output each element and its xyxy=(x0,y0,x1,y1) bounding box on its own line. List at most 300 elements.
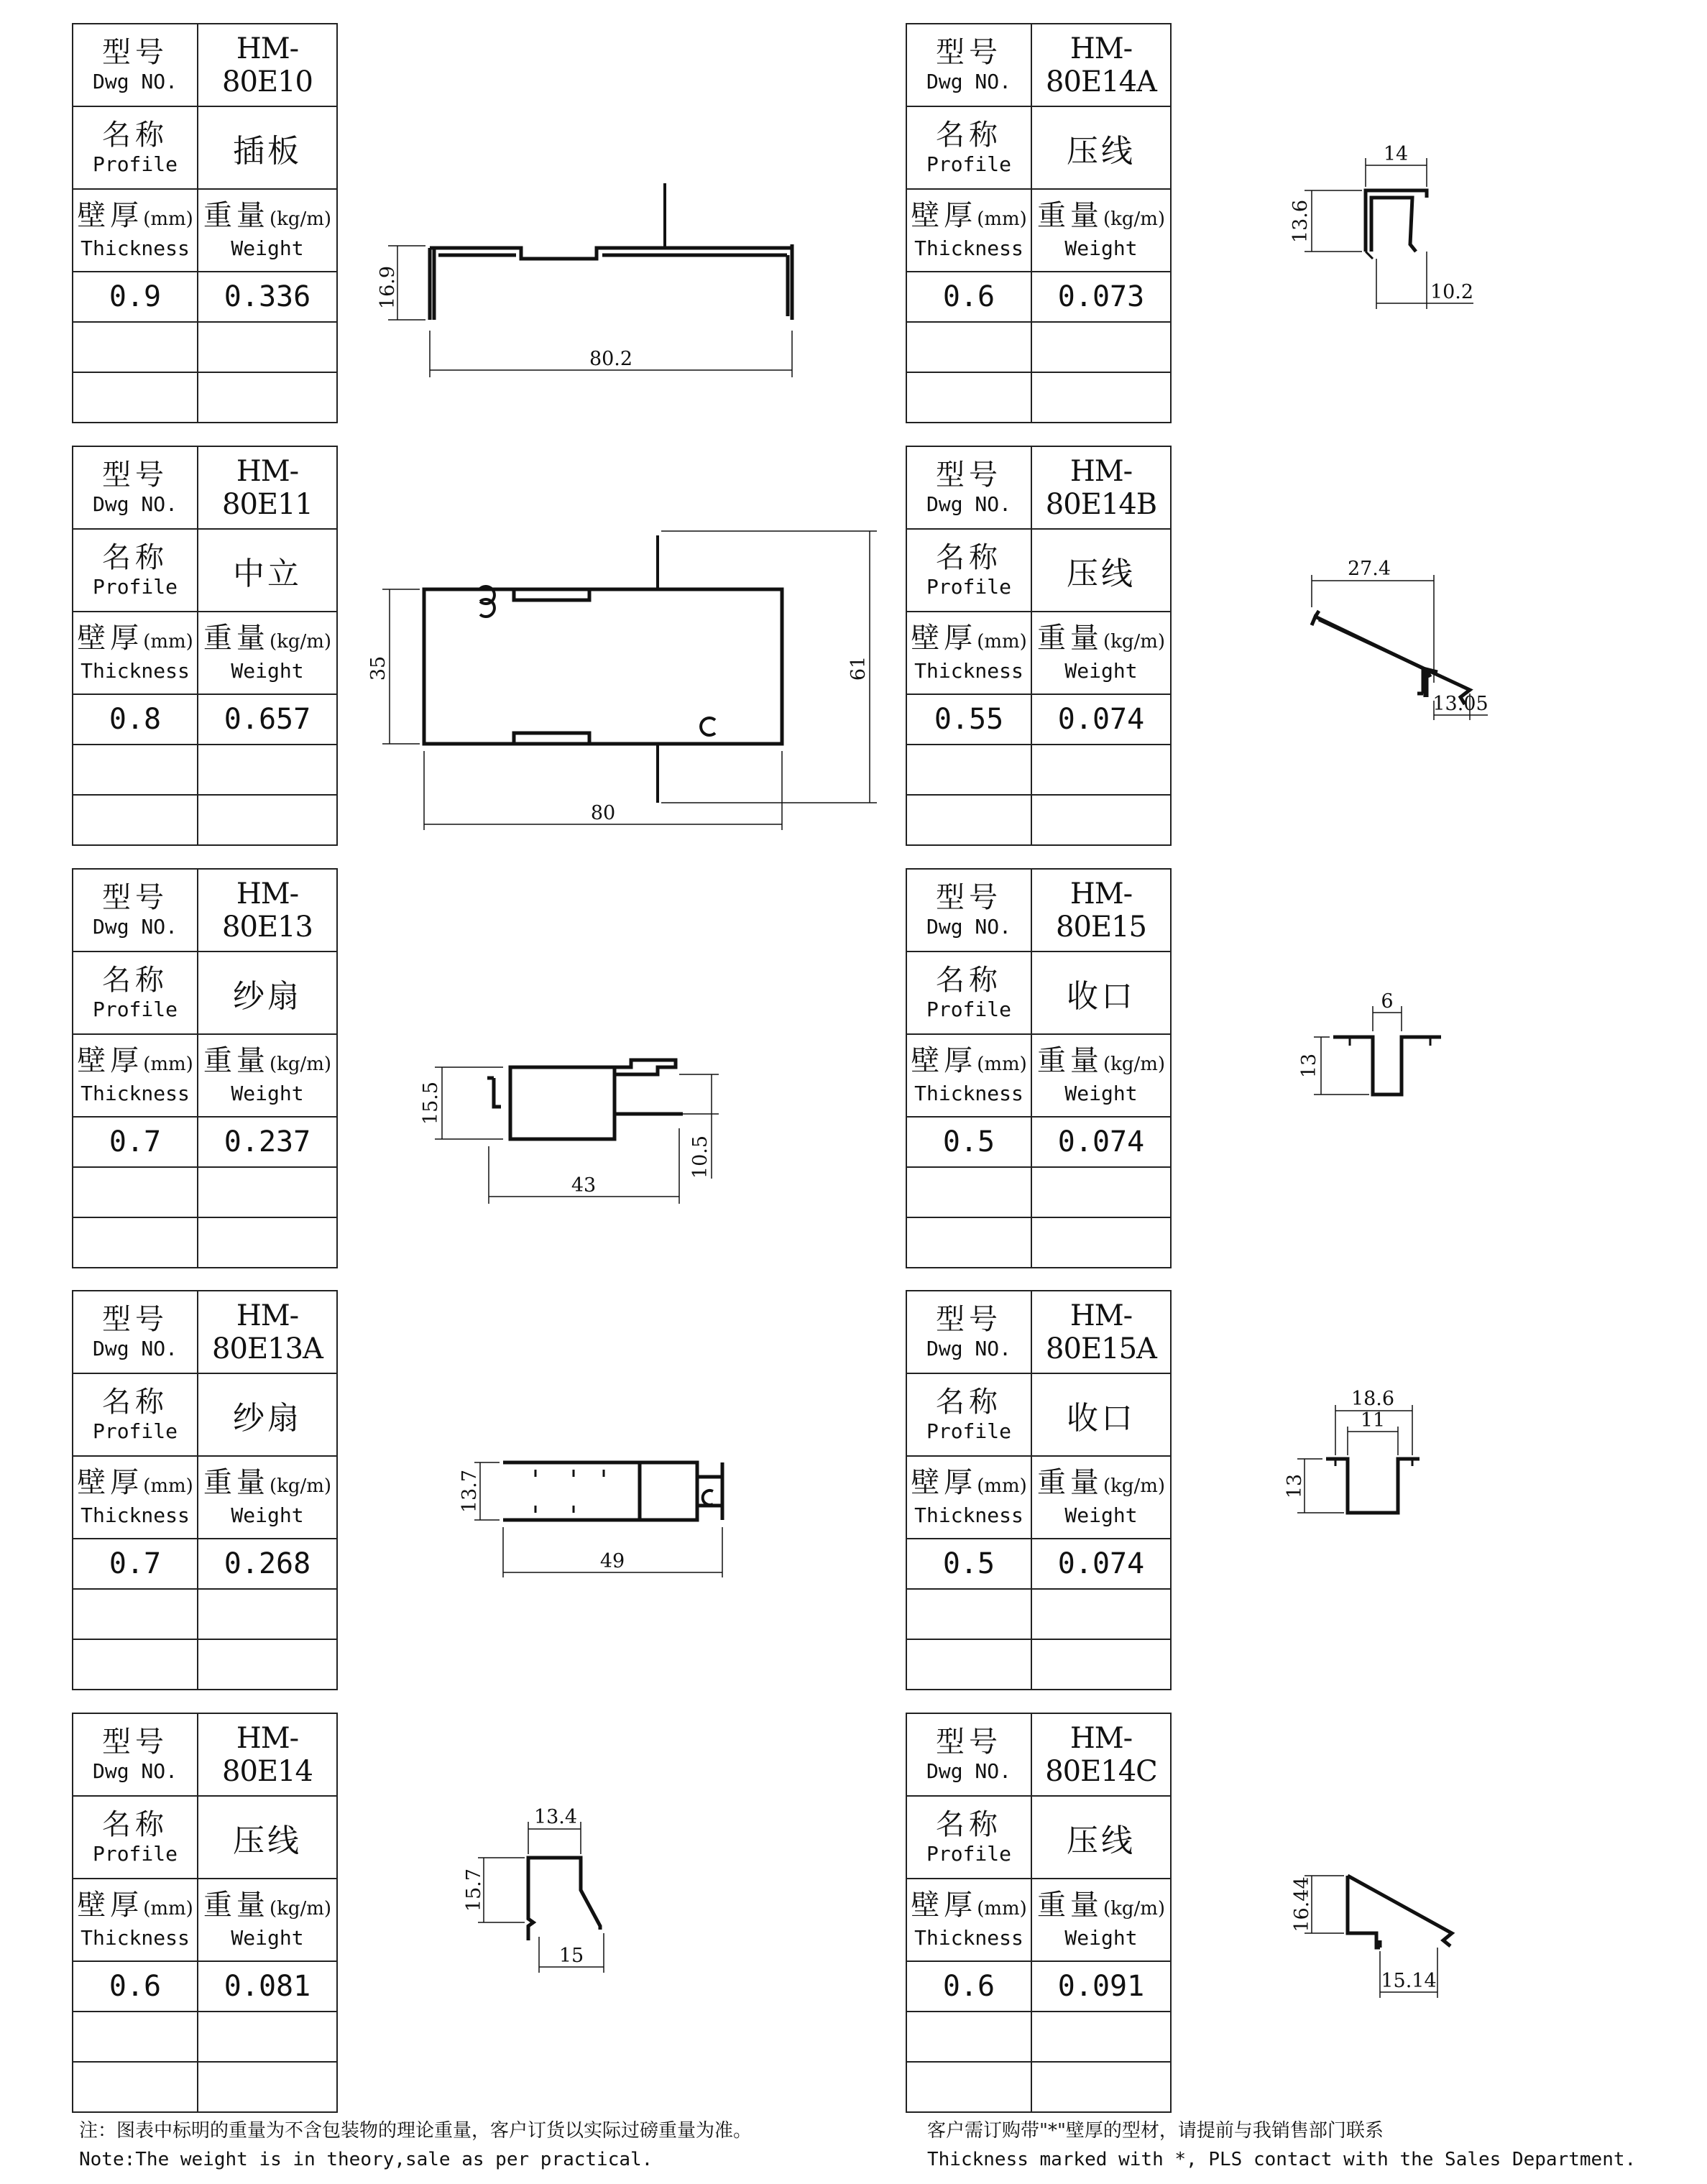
thickness-value-cell xyxy=(906,1961,1031,2012)
weight-unit: (kg/m) xyxy=(269,1898,332,1920)
empty-cell xyxy=(73,372,198,423)
profile-drawing-hm-80e14a xyxy=(1279,144,1509,316)
empty-cell xyxy=(906,1589,1031,1639)
thickness-unit: (mm) xyxy=(977,1475,1027,1497)
weight-value: 0.091 xyxy=(1057,1970,1145,2003)
profile-label-cell xyxy=(906,1796,1031,1879)
thickness-value: 0.5 xyxy=(942,1125,995,1158)
dim-label: 15 xyxy=(558,1945,584,1967)
empty-cell xyxy=(198,795,337,845)
thickness-label-en: Thickness xyxy=(80,1503,190,1527)
weight-label-zh: 重量 xyxy=(203,1889,270,1922)
empty-cell xyxy=(198,2012,337,2062)
weight-label-zh: 重量 xyxy=(1036,1466,1103,1499)
dim-label: 18.6 xyxy=(1351,1388,1395,1410)
model-label-zh: 型号 xyxy=(936,1302,1002,1336)
dim-label: 13.05 xyxy=(1432,693,1489,715)
profile-name: 中立 xyxy=(233,555,302,592)
thickness-value: 0.5 xyxy=(942,1547,995,1580)
profile-code: HM-80E10 xyxy=(222,32,313,98)
thickness-value-cell xyxy=(906,694,1031,745)
dim-label: 16.44 xyxy=(1291,1876,1313,1932)
profile-drawing-hm-80e14c xyxy=(1279,1861,1495,2005)
profile-name: 压线 xyxy=(1067,132,1136,170)
profile-label-cell xyxy=(73,1373,198,1456)
thickness-label-cell xyxy=(906,189,1031,272)
dim-label: 10.2 xyxy=(1430,281,1474,303)
model-label-en: Dwg NO. xyxy=(92,69,178,93)
model-label-zh: 型号 xyxy=(936,35,1002,69)
thickness-label-zh: 壁厚 xyxy=(911,1889,977,1922)
profile-drawing-hm-80e14 xyxy=(460,1800,676,1980)
weight-label-cell xyxy=(1031,189,1171,272)
thickness-label-zh: 壁厚 xyxy=(77,1044,144,1077)
empty-cell xyxy=(1031,1167,1171,1217)
profile-label-zh: 名称 xyxy=(102,118,168,152)
profile-label-cell xyxy=(906,1373,1031,1456)
weight-value-cell xyxy=(198,694,337,745)
empty-cell xyxy=(1031,2012,1171,2062)
thickness-label-cell xyxy=(906,1879,1031,1961)
weight-label-zh: 重量 xyxy=(1036,622,1103,655)
empty-cell xyxy=(73,745,198,795)
model-value-cell xyxy=(1031,446,1171,529)
profile-code: HM-80E14A xyxy=(1046,32,1156,98)
profile-code: HM-80E11 xyxy=(222,454,313,521)
dim-label: 13.4 xyxy=(533,1806,578,1828)
dim-label: 27.4 xyxy=(1347,558,1391,580)
weight-unit: (kg/m) xyxy=(1103,1475,1166,1497)
profile-label-cell xyxy=(906,106,1031,189)
spec-table-hm-80e14c xyxy=(906,1713,1172,2113)
weight-unit: (kg/m) xyxy=(269,631,332,653)
weight-value-cell xyxy=(1031,694,1171,745)
profile-drawing-hm-80e15a xyxy=(1272,1387,1459,1516)
model-label-en: Dwg NO. xyxy=(92,1336,178,1360)
model-label-cell xyxy=(73,1713,198,1796)
note-zh: 注：图表中标明的重量为不含包装物的理论重量，客户订货以实际过磅重量为准。 xyxy=(79,2120,753,2142)
profile-label-zh: 名称 xyxy=(102,540,168,574)
empty-cell xyxy=(1031,1217,1171,1268)
thickness-unit: (mm) xyxy=(977,208,1027,230)
profile-name: 收口 xyxy=(1067,977,1136,1015)
model-label-zh: 型号 xyxy=(102,1725,168,1759)
weight-label-zh: 重量 xyxy=(203,622,270,655)
profile-name-cell xyxy=(1031,529,1171,612)
empty-cell xyxy=(906,1217,1031,1268)
thickness-label-cell xyxy=(73,1034,198,1117)
empty-cell xyxy=(73,795,198,845)
spec-table-hm-80e14b xyxy=(906,446,1172,846)
empty-cell xyxy=(198,745,337,795)
empty-cell xyxy=(73,1589,198,1639)
weight-value-cell xyxy=(198,272,337,322)
weight-unit: (kg/m) xyxy=(269,1054,332,1075)
weight-unit: (kg/m) xyxy=(1103,631,1166,653)
spec-table-hm-80e13a xyxy=(72,1290,338,1690)
empty-cell xyxy=(73,1167,198,1217)
thickness-label-cell xyxy=(73,1456,198,1539)
profile-code: HM-80E13 xyxy=(222,877,313,944)
dim-label: 13 xyxy=(1284,1473,1306,1499)
profile-name-cell xyxy=(1031,1796,1171,1879)
dim-label: 14 xyxy=(1383,143,1409,165)
model-value-cell xyxy=(198,446,337,529)
profile-name: 压线 xyxy=(1067,555,1136,592)
profile-label-en: Profile xyxy=(926,152,1011,176)
weight-value: 0.074 xyxy=(1057,703,1145,736)
thickness-label-cell xyxy=(906,1456,1031,1539)
dim-label: 10.5 xyxy=(689,1135,712,1179)
empty-cell xyxy=(198,372,337,423)
model-label-zh: 型号 xyxy=(936,458,1002,492)
weight-label-en: Weight xyxy=(1064,1926,1138,1950)
thickness-unit: (mm) xyxy=(977,1054,1027,1075)
empty-cell xyxy=(906,372,1031,423)
model-value-cell xyxy=(198,24,337,106)
profile-name-cell xyxy=(1031,1373,1171,1456)
profile-name: 压线 xyxy=(233,1822,302,1859)
profile-name-cell xyxy=(1031,952,1171,1034)
spec-table-hm-80e15a xyxy=(906,1290,1172,1690)
thickness-value-cell xyxy=(906,1539,1031,1589)
weight-label-cell xyxy=(198,1456,337,1539)
thickness-label-cell xyxy=(73,1879,198,1961)
thickness-unit: (mm) xyxy=(977,1898,1027,1920)
dim-label: 80 xyxy=(590,802,616,824)
model-label-cell xyxy=(906,1713,1031,1796)
model-value-cell xyxy=(1031,1291,1171,1373)
model-label-zh: 型号 xyxy=(102,35,168,69)
empty-cell xyxy=(1031,372,1171,423)
model-value-cell xyxy=(1031,24,1171,106)
weight-unit: (kg/m) xyxy=(269,208,332,230)
profile-code: HM-80E14B xyxy=(1045,454,1157,521)
profile-label-en: Profile xyxy=(92,574,178,599)
profile-name-cell xyxy=(1031,106,1171,189)
profile-label-en: Profile xyxy=(92,1419,178,1443)
weight-label-en: Weight xyxy=(1064,1082,1138,1105)
weight-label-cell xyxy=(1031,1034,1171,1117)
profile-drawing-hm-80e10 xyxy=(374,180,819,381)
weight-value: 0.081 xyxy=(224,1970,311,2003)
profile-label-zh: 名称 xyxy=(936,1807,1002,1841)
thickness-value: 0.9 xyxy=(109,280,162,313)
weight-value-cell xyxy=(1031,1117,1171,1167)
model-label-en: Dwg NO. xyxy=(92,1759,178,1783)
empty-cell xyxy=(1031,745,1171,795)
model-label-cell xyxy=(906,446,1031,529)
profile-name-cell xyxy=(198,106,337,189)
thickness-value-cell xyxy=(73,1539,198,1589)
profile-name: 纱扇 xyxy=(233,1399,302,1437)
spec-table-hm-80e11 xyxy=(72,446,338,846)
weight-label-zh: 重量 xyxy=(1036,1889,1103,1922)
thickness-unit: (mm) xyxy=(143,208,193,230)
model-label-cell xyxy=(73,1291,198,1373)
model-label-cell xyxy=(73,24,198,106)
model-label-cell xyxy=(906,24,1031,106)
empty-cell xyxy=(73,2062,198,2112)
thickness-value-cell xyxy=(73,1117,198,1167)
profile-label-zh: 名称 xyxy=(936,963,1002,997)
profile-label-zh: 名称 xyxy=(936,1385,1002,1419)
empty-cell xyxy=(198,1217,337,1268)
model-label-zh: 型号 xyxy=(102,1302,168,1336)
dim-label: 13.6 xyxy=(1289,199,1312,244)
spec-table-hm-80e15 xyxy=(906,868,1172,1268)
profile-label-cell xyxy=(73,529,198,612)
model-value-cell xyxy=(198,869,337,952)
model-label-zh: 型号 xyxy=(102,458,168,492)
weight-value-cell xyxy=(198,1961,337,2012)
profile-label-cell xyxy=(906,529,1031,612)
weight-label-cell xyxy=(198,189,337,272)
weight-label-en: Weight xyxy=(1064,236,1138,260)
weight-label-zh: 重量 xyxy=(203,1466,270,1499)
profile-label-en: Profile xyxy=(92,997,178,1021)
profile-label-en: Profile xyxy=(926,997,1011,1021)
dim-label: 13.7 xyxy=(459,1469,481,1513)
thickness-label-cell xyxy=(73,189,198,272)
weight-label-en: Weight xyxy=(231,1503,304,1527)
thickness-value: 0.55 xyxy=(934,703,1004,736)
weight-value-cell xyxy=(198,1117,337,1167)
weight-label-cell xyxy=(198,1879,337,1961)
thickness-label-cell xyxy=(906,1034,1031,1117)
thickness-value-cell xyxy=(906,1117,1031,1167)
model-value-cell xyxy=(1031,1713,1171,1796)
weight-label-en: Weight xyxy=(1064,659,1138,683)
profile-label-zh: 名称 xyxy=(102,1807,168,1841)
thickness-unit: (mm) xyxy=(977,631,1027,653)
weight-unit: (kg/m) xyxy=(269,1475,332,1497)
empty-cell xyxy=(198,322,337,372)
dim-label: 61 xyxy=(847,655,870,681)
profile-label-en: Profile xyxy=(926,1841,1011,1866)
empty-cell xyxy=(906,1639,1031,1690)
spec-table-hm-80e10 xyxy=(72,23,338,423)
weight-value: 0.074 xyxy=(1057,1547,1145,1580)
thickness-label-en: Thickness xyxy=(914,236,1023,260)
weight-label-cell xyxy=(198,612,337,694)
thickness-value: 0.8 xyxy=(109,703,162,736)
profile-label-cell xyxy=(73,1796,198,1879)
profile-label-zh: 名称 xyxy=(102,1385,168,1419)
profile-label-zh: 名称 xyxy=(102,963,168,997)
thickness-label-zh: 壁厚 xyxy=(911,1466,977,1499)
thickness-label-cell xyxy=(73,612,198,694)
profile-label-en: Profile xyxy=(926,1419,1011,1443)
weight-label-cell xyxy=(1031,1456,1171,1539)
thickness-label-en: Thickness xyxy=(80,1082,190,1105)
profile-label-en: Profile xyxy=(926,574,1011,599)
model-label-zh: 型号 xyxy=(936,880,1002,914)
weight-label-cell xyxy=(198,1034,337,1117)
empty-cell xyxy=(906,795,1031,845)
profile-code: HM-80E15A xyxy=(1046,1299,1156,1365)
thickness-value-cell xyxy=(73,272,198,322)
weight-value: 0.074 xyxy=(1057,1125,1145,1158)
dim-label: 15.5 xyxy=(420,1081,442,1125)
thickness-label-en: Thickness xyxy=(914,1926,1023,1950)
empty-cell xyxy=(1031,322,1171,372)
empty-cell xyxy=(1031,2062,1171,2112)
thickness-label-en: Thickness xyxy=(914,1503,1023,1527)
profile-label-cell xyxy=(906,952,1031,1034)
thickness-label-zh: 壁厚 xyxy=(77,622,144,655)
thickness-unit: (mm) xyxy=(143,1898,193,1920)
thickness-label-zh: 壁厚 xyxy=(77,1466,144,1499)
profile-code: HM-80E14C xyxy=(1045,1721,1157,1788)
empty-cell xyxy=(1031,1639,1171,1690)
thickness-value: 0.6 xyxy=(942,1970,995,2003)
model-value-cell xyxy=(1031,869,1171,952)
weight-label-cell xyxy=(1031,1879,1171,1961)
empty-cell xyxy=(198,2062,337,2112)
profile-code: HM-80E13A xyxy=(212,1299,323,1365)
thickness-label-en: Thickness xyxy=(80,659,190,683)
model-label-en: Dwg NO. xyxy=(926,1759,1011,1783)
empty-cell xyxy=(906,2062,1031,2112)
model-label-en: Dwg NO. xyxy=(92,492,178,516)
profile-drawing-hm-80e14b xyxy=(1294,553,1531,726)
thickness-label-zh: 壁厚 xyxy=(77,1889,144,1922)
profile-drawing-hm-80e13 xyxy=(410,1056,747,1215)
empty-cell xyxy=(1031,795,1171,845)
dim-label: 16.9 xyxy=(377,265,399,310)
profile-name: 插板 xyxy=(233,132,302,170)
profile-name: 压线 xyxy=(1067,1822,1136,1859)
weight-label-zh: 重量 xyxy=(1036,199,1103,232)
profile-code: HM-80E14 xyxy=(222,1721,313,1788)
profile-name: 纱扇 xyxy=(233,977,302,1015)
note-en: Note:The weight is in theory,sale as per practical. xyxy=(79,2149,653,2170)
profile-label-en: Profile xyxy=(92,152,178,176)
weight-label-en: Weight xyxy=(231,1082,304,1105)
profile-drawing-hm-80e11 xyxy=(367,528,891,844)
weight-value: 0.073 xyxy=(1057,280,1145,313)
profile-label-cell xyxy=(73,952,198,1034)
model-label-cell xyxy=(906,1291,1031,1373)
profile-label-en: Profile xyxy=(92,1841,178,1866)
weight-label-zh: 重量 xyxy=(203,199,270,232)
dim-label: 35 xyxy=(367,655,390,681)
dim-label: 15.14 xyxy=(1381,1970,1437,1992)
profile-label-cell xyxy=(73,106,198,189)
thickness-label-en: Thickness xyxy=(80,236,190,260)
weight-value-cell xyxy=(198,1539,337,1589)
weight-label-en: Weight xyxy=(231,659,304,683)
weight-label-cell xyxy=(1031,612,1171,694)
weight-label-zh: 重量 xyxy=(1036,1044,1103,1077)
thickness-value-cell xyxy=(73,694,198,745)
dim-label: 43 xyxy=(571,1174,597,1197)
thickness-label-zh: 壁厚 xyxy=(77,199,144,232)
spec-table-hm-80e13 xyxy=(72,868,338,1268)
empty-cell xyxy=(906,322,1031,372)
weight-unit: (kg/m) xyxy=(1103,1054,1166,1075)
thickness-label-zh: 壁厚 xyxy=(911,1044,977,1077)
dim-label: 80.2 xyxy=(589,348,633,370)
model-value-cell xyxy=(198,1713,337,1796)
profile-name-cell xyxy=(198,1796,337,1879)
thickness-unit: (mm) xyxy=(143,1054,193,1075)
spec-table-hm-80e14a xyxy=(906,23,1172,423)
empty-cell xyxy=(198,1589,337,1639)
profile-drawing-hm-80e13a xyxy=(446,1452,747,1588)
thickness-value: 0.7 xyxy=(109,1125,162,1158)
weight-value: 0.336 xyxy=(224,280,311,313)
empty-cell xyxy=(906,1167,1031,1217)
profile-drawing-hm-80e15 xyxy=(1287,990,1473,1103)
model-label-en: Dwg NO. xyxy=(926,1336,1011,1360)
empty-cell xyxy=(198,1167,337,1217)
model-label-cell xyxy=(73,446,198,529)
footer-note-left xyxy=(79,2116,752,2174)
weight-unit: (kg/m) xyxy=(1103,208,1166,230)
thickness-label-en: Thickness xyxy=(914,659,1023,683)
spec-table-hm-80e14 xyxy=(72,1713,338,2113)
dim-label: 13 xyxy=(1298,1053,1320,1079)
weight-label-en: Weight xyxy=(231,1926,304,1950)
empty-cell xyxy=(1031,1589,1171,1639)
empty-cell xyxy=(906,745,1031,795)
model-label-zh: 型号 xyxy=(936,1725,1002,1759)
model-label-en: Dwg NO. xyxy=(926,69,1011,93)
empty-cell xyxy=(73,2012,198,2062)
empty-cell xyxy=(73,1217,198,1268)
thickness-value-cell xyxy=(73,1961,198,2012)
weight-value-cell xyxy=(1031,1539,1171,1589)
model-label-cell xyxy=(73,869,198,952)
weight-value-cell xyxy=(1031,1961,1171,2012)
thickness-value: 0.6 xyxy=(109,1970,162,2003)
model-label-en: Dwg NO. xyxy=(92,914,178,939)
weight-label-zh: 重量 xyxy=(203,1044,270,1077)
profile-label-zh: 名称 xyxy=(936,118,1002,152)
dim-label: 6 xyxy=(1381,990,1394,1013)
thickness-label-cell xyxy=(906,612,1031,694)
weight-value-cell xyxy=(1031,272,1171,322)
dim-label: 11 xyxy=(1360,1409,1386,1432)
dim-label: 49 xyxy=(599,1550,625,1572)
thickness-label-zh: 壁厚 xyxy=(911,622,977,655)
empty-cell xyxy=(198,1639,337,1690)
weight-value: 0.268 xyxy=(224,1547,311,1580)
profile-name-cell xyxy=(198,1373,337,1456)
model-label-zh: 型号 xyxy=(102,880,168,914)
profile-label-zh: 名称 xyxy=(936,540,1002,574)
contact-zh: 客户需订购带"*"壁厚的型材，请提前与我销售部门联系 xyxy=(927,2120,1384,2142)
empty-cell xyxy=(73,1639,198,1690)
thickness-value-cell xyxy=(906,272,1031,322)
profile-name: 收口 xyxy=(1067,1399,1136,1437)
weight-unit: (kg/m) xyxy=(1103,1898,1166,1920)
model-label-en: Dwg NO. xyxy=(926,914,1011,939)
model-value-cell xyxy=(198,1291,337,1373)
footer-note-right xyxy=(927,2116,1636,2174)
weight-label-en: Weight xyxy=(231,236,304,260)
thickness-value: 0.6 xyxy=(942,280,995,313)
dim-label: 15.7 xyxy=(463,1868,485,1912)
thickness-value: 0.7 xyxy=(109,1547,162,1580)
profile-code: HM-80E15 xyxy=(1056,877,1146,944)
thickness-unit: (mm) xyxy=(143,631,193,653)
thickness-unit: (mm) xyxy=(143,1475,193,1497)
model-label-cell xyxy=(906,869,1031,952)
model-label-en: Dwg NO. xyxy=(926,492,1011,516)
